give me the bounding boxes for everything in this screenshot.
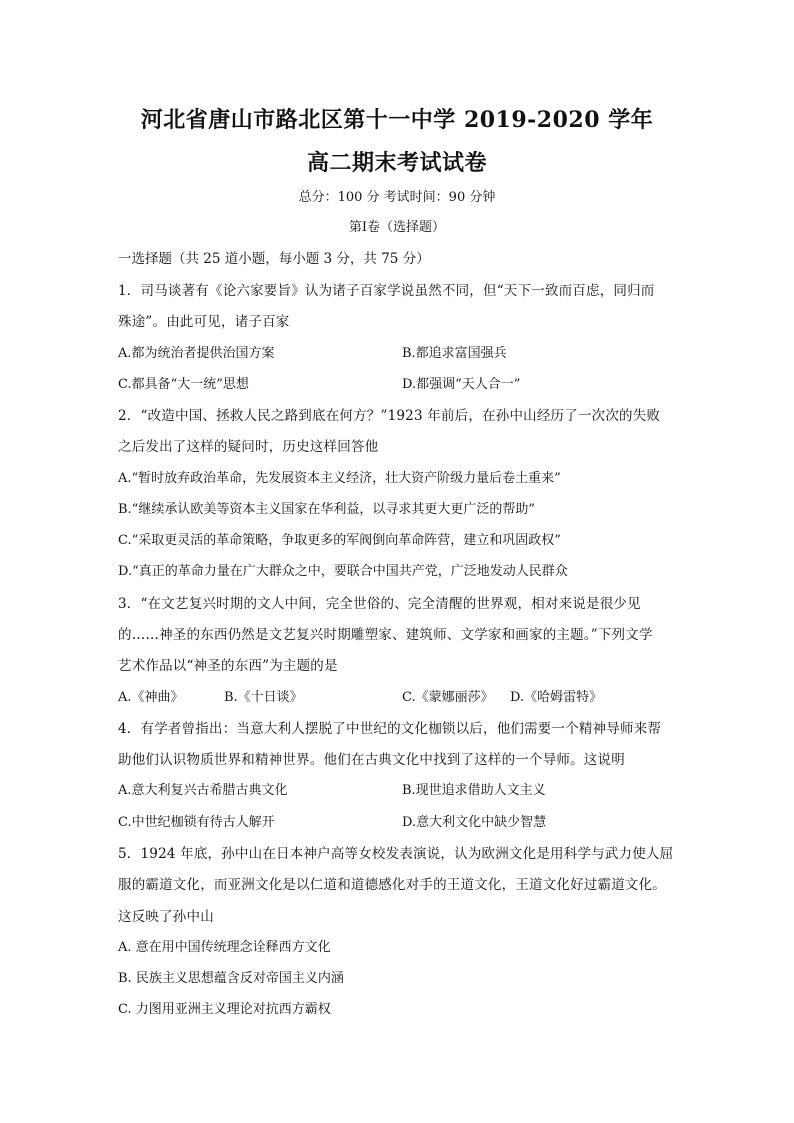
q1-stem-line2: 殊途”。由此可见，诸子百家: [118, 314, 290, 330]
q2-option-a: A.“暂时放弃政治革命，先发展资本主义经济，壮大资产阶级力量后卷土重来”: [118, 471, 561, 486]
q1-stem-line1: 1．司马谈著有《论六家要旨》认为诸子百家学说虽然不同，但“天下一致而百虑，同归而: [118, 283, 655, 299]
q2-option-b: B.“继续承认欧美等资本主义国家在华利益，以寻求其更大更广泛的帮助”: [118, 502, 535, 517]
q3-stem-line2: 的……神圣的东西仍然是文艺复兴时期雕塑家、建筑师、文学家和画家的主题。”下列文学: [118, 627, 653, 643]
q2-option-d: D.“真正的革命力量在广大群众之中，要联合中国共产党，广泛地发动人民群众: [118, 564, 568, 579]
q3-option-b: B.《十日谈》: [224, 690, 303, 705]
q3-option-a: A.《神曲》: [118, 690, 184, 705]
q4-stem-line2: 助他们认识物质世界和精神世界。他们在古典文化中找到了这样的一个导师。这说明: [118, 752, 625, 768]
q5-option-a: A. 意在用中国传统理念诠释西方文化: [118, 940, 331, 955]
exam-title-line1: 河北省唐山市路北区第十一中学 2019-2020 学年: [140, 107, 654, 133]
volume-heading: 第Ⅰ卷（选择题）: [348, 220, 446, 235]
q5-option-c: C. 力图用亚洲主义理论对抗西方霸权: [118, 1002, 331, 1017]
q5-stem-line3: 这反映了孙中山: [118, 909, 214, 925]
q1-option-b: B.都追求富国强兵: [402, 346, 507, 361]
q5-option-b: B. 民族主义思想蕴含反对帝国主义内涵: [118, 971, 344, 986]
q4-option-d: D.意大利文化中缺少智慧: [402, 815, 547, 830]
q1-option-d: D.都强调“天人合一”: [402, 377, 521, 392]
q4-option-a: A.意大利复兴古希腊古典文化: [118, 783, 288, 798]
q2-option-c: C.“采取更灵活的革命策略，争取更多的军阀倒向革命阵营，建立和巩固政权”: [118, 533, 561, 548]
q2-stem-line2: 之后发出了这样的疑问时，历史这样回答他: [118, 439, 379, 455]
q3-stem-line1: 3．“在文艺复兴时期的文人中间，完全世俗的、完全清醒的世界观，相对来说是很少见: [118, 596, 641, 612]
q3-stem-line3: 艺术作品以“神圣的东西”为主题的是: [118, 658, 338, 674]
q4-stem-line1: 4．有学者曾指出：当意大利人摆脱了中世纪的文化枷锁以后，他们需要一个精神导师来帮: [118, 721, 662, 737]
exam-meta: 总分：100 分 考试时间：90 分钟: [298, 190, 496, 205]
exam-title-line2: 高二期末考试试卷: [306, 150, 487, 176]
q4-option-c: C.中世纪枷锁有待古人解开: [118, 815, 275, 830]
q4-option-b: B.现世追求借助人文主义: [402, 783, 546, 798]
q5-stem-line2: 服的霸道文化，而亚洲文化是以仁道和道德感化对手的王道文化，王道文化好过霸道文化。: [118, 877, 666, 893]
q1-option-a: A.都为统治者提供治国方案: [118, 346, 275, 361]
q1-option-c: C.都具备“大一统”思想: [118, 377, 249, 392]
q3-option-d: D.《哈姆雷特》: [510, 690, 603, 705]
section-heading: 一选择题（共 25 道小题，每小题 3 分，共 75 分）: [118, 251, 430, 267]
q2-stem-line1: 2．“改造中国、拯救人民之路到底在何方？”1923 年前后，在孙中山经历了一次次的失败: [118, 408, 661, 424]
q3-option-c: C.《蒙娜丽莎》: [402, 690, 494, 705]
q5-stem-line1: 5．1924 年底，孙中山在日本神户高等女校发表演说，认为欧洲文化是用科学与武力使人屈: [118, 846, 674, 862]
